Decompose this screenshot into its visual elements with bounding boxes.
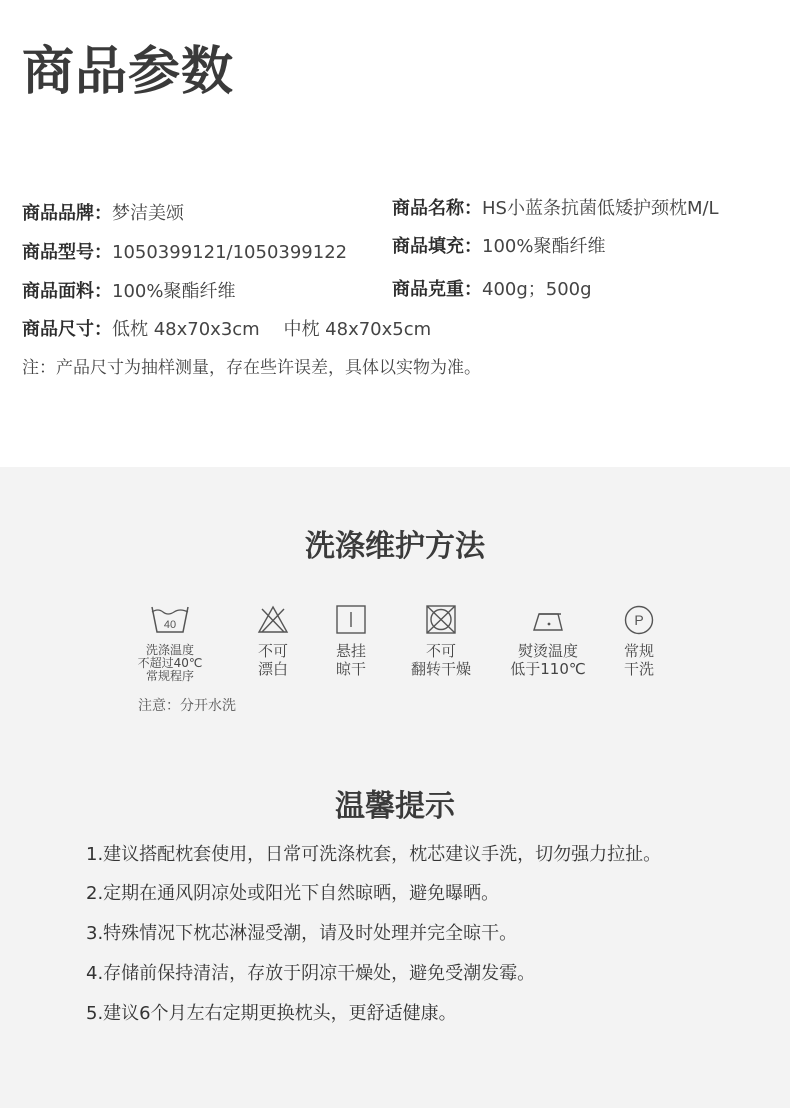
- care-no-tumble-label-1: 不可: [425, 642, 456, 660]
- care-wash-label-1: 洗涤温度: [145, 643, 194, 657]
- spec-weight-value: 400g；500g: [482, 279, 592, 300]
- care-dry-clean-label-1: 常规: [623, 642, 654, 660]
- care-no-bleach: [246, 604, 300, 678]
- wash-tub-icon: [150, 604, 190, 634]
- spec-model: [22, 241, 347, 265]
- care-dry-clean-label-2: 干洗: [623, 660, 654, 678]
- no-tumble-dry-icon: [425, 604, 457, 634]
- spec-fabric: [22, 280, 235, 304]
- care-no-bleach-label-1: 不可: [257, 642, 288, 660]
- page-title: 商品参数: [22, 42, 235, 102]
- tips-title: 温馨提示: [335, 789, 455, 824]
- care-wash-label-3: 常规程序: [145, 669, 194, 683]
- spec-filling-value: 100%聚酯纤维: [482, 236, 606, 257]
- spec-filling-key: 商品填充：: [392, 236, 482, 257]
- care-hang-dry: [324, 604, 378, 678]
- spec-name: [392, 197, 719, 221]
- spec-brand-value: 梦洁美颂: [112, 203, 184, 224]
- care-title: 洗涤维护方法: [305, 529, 485, 564]
- spec-size: [22, 318, 431, 342]
- size-note: 注：产品尺寸为抽样测量，存在些许误差，具体以实物为准。: [22, 358, 481, 378]
- spec-weight-key: 商品克重：: [392, 279, 482, 300]
- tip-item: 2.定期在通风阴凉处或阳光下自然晾晒，避免曝晒。: [86, 883, 500, 904]
- care-no-tumble-label-2: 翻转干燥: [410, 660, 471, 678]
- care-iron: [504, 604, 592, 678]
- tip-item: 1.建议搭配枕套使用，日常可洗涤枕套，枕芯建议手洗，切勿强力拉扯。: [86, 844, 662, 865]
- care-hang-dry-label-1: 悬挂: [335, 642, 366, 660]
- care-no-tumble: [400, 604, 482, 678]
- spec-fabric-key: 商品面料：: [22, 281, 112, 302]
- iron-icon: [531, 604, 565, 634]
- spec-filling: [392, 235, 605, 259]
- tip-item: 4.存储前保持清洁，存放于阴凉干燥处，避免受潮发霉。: [86, 963, 536, 984]
- spec-model-value: 1050399121/1050399122: [112, 242, 348, 263]
- care-wash: [128, 604, 212, 683]
- tip-item: 3.特殊情况下枕芯淋湿受潮，请及时处理并完全晾干。: [86, 923, 518, 944]
- dry-clean-icon: [623, 604, 655, 636]
- care-hang-dry-label-2: 晾干: [335, 660, 366, 678]
- spec-brand: [22, 202, 184, 226]
- spec-size-value: 低枕 48x70x3cm 中枕 48x70x5cm: [112, 319, 432, 340]
- care-note: 注意：分开水洗: [138, 698, 236, 714]
- spec-name-key: 商品名称：: [392, 198, 482, 219]
- care-iron-label-2: 低于110℃: [510, 660, 586, 678]
- spec-brand-key: 商品品牌：: [22, 203, 112, 224]
- spec-model-key: 商品型号：: [22, 242, 112, 263]
- dry-clean-letter: P: [634, 612, 644, 628]
- spec-name-value: HS小蓝条抗菌低矮护颈枕M/L: [482, 198, 719, 219]
- tip-item: 5.建议6个月左右定期更换枕头，更舒适健康。: [86, 1003, 457, 1024]
- wash-temp: 40: [163, 619, 177, 631]
- care-wash-label-2: 不超过40℃: [137, 656, 203, 670]
- spec-fabric-value: 100%聚酯纤维: [112, 281, 236, 302]
- no-bleach-icon: [257, 604, 289, 634]
- care-no-bleach-label-2: 漂白: [257, 660, 288, 678]
- care-iron-label-1: 熨烫温度: [517, 642, 578, 660]
- care-dry-clean: [612, 604, 666, 678]
- spec-weight: [392, 278, 592, 302]
- spec-size-key: 商品尺寸：: [22, 319, 112, 340]
- hang-dry-icon: [335, 604, 367, 634]
